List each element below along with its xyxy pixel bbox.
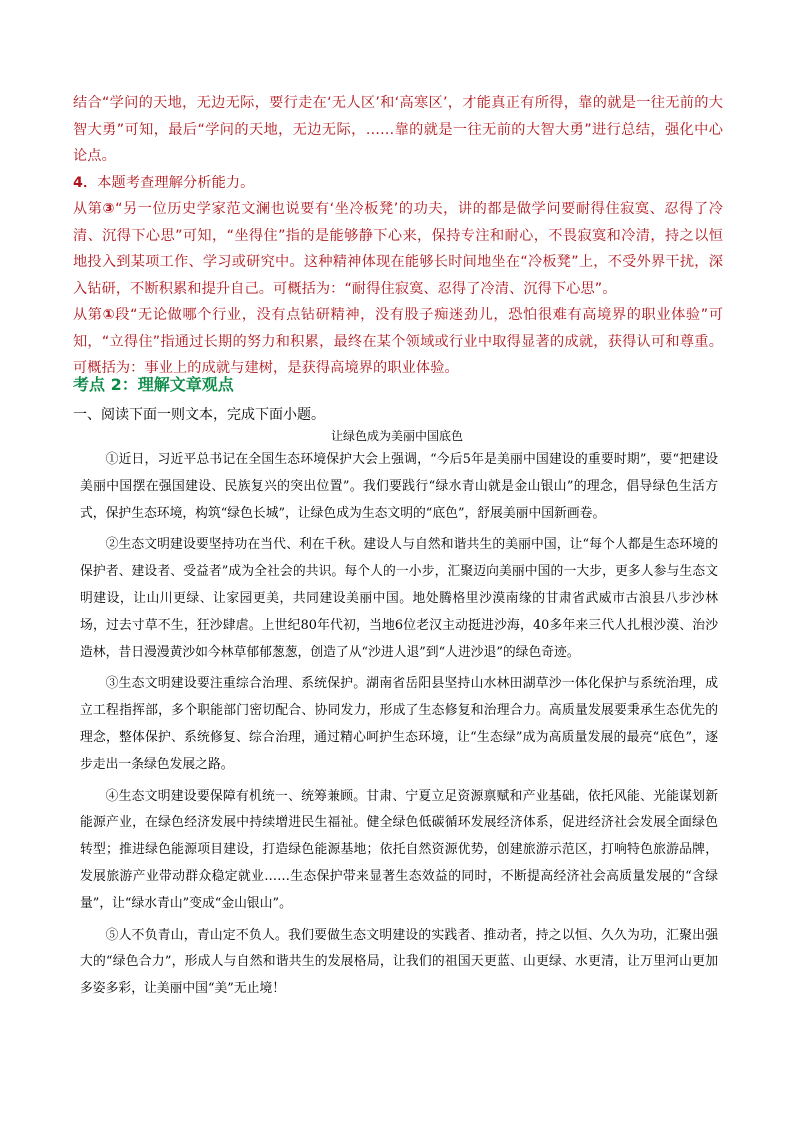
answer-explanation	[73, 90, 723, 382]
answer-sit-text: “另一位历史学家范文澜也说要有‘坐冷板凳’的功夫，讲的都是做学问要耐得住寂寞、忍得了冷清、沉得下心思”可知，“坐得住”指的是能够静下心来，保持专注和耐心，不畏寂寞和冷清，持之以恒地投入到某项工作、学习或研究中。这种精神体现在能够长时间地坐在“冷板凳”上，不受外界干扰，深入钻研，不断积累和提升自己。可概括为：“耐得住寂寞、忍得了冷清、沉得下心思”。	[73, 201, 723, 297]
answer-paragraph-sit	[73, 196, 723, 302]
answer-prefix: 从第	[73, 201, 103, 217]
question-number: 4．	[73, 174, 98, 191]
question-intro: 一、阅读下面一则文本，完成下面小题。	[73, 407, 325, 423]
article-paragraph-3: ③生态文明建设要注重综合治理、系统保护。湖南省岳阳县坚持山水林田湖草沙一体化保护与系统治理，成立工程指挥部，多个职能部门密切配合、协同发力，形成了生态修复和治理合力。高质量发展要秉承生态优先的理念，整体保护、系统修复、综合治理，通过精心呵护生态环境，让“生态绿”成为高质量发展的最亮“底色”，逐步走出一条绿色发展之路。	[80, 676, 718, 772]
paragraph-ref-3: ③	[102, 201, 116, 217]
question-4-heading	[73, 170, 723, 197]
article-paragraph-5: ⑤人不负青山，青山定不负人。我们要做生态文明建设的实践者、推动者，持之以恒、久久为功，汇聚出强大的“绿色合力”，形成人与自然和谐共生的发展格局，让我们的祖国天更蓝、山更绿、水更清，让万里河山更加多姿多彩，让美丽中国“美”无止境！	[80, 927, 718, 997]
section-title: 考点 2：理解文章观点	[73, 375, 234, 394]
paragraph-ref-1: ①	[102, 307, 116, 323]
article-body	[80, 447, 718, 1008]
article-title: 让绿色成为美丽中国底色	[330, 429, 463, 443]
article-paragraph-1: ①近日，习近平总书记在全国生态环境保护大会上强调，“今后5年是美丽中国建设的重要时期”，要“把建设美丽中国摆在强国建设、民族复兴的突出位置”。我们要践行“绿水青山就是金山银山”的理念，倡导绿色生活方式，保护生态环境，构筑“绿色长城”，让绿色成为生态文明的“底色”，舒展美丽中国新画卷。	[80, 452, 718, 521]
question-4-text: 本题考查理解分析能力。	[97, 174, 255, 191]
answer-paragraph-stand	[73, 302, 723, 382]
article-paragraph-4: ④生态文明建设要保障有机统一、统筹兼顾。甘肃、宁夏立足资源禀赋和产业基础，依托风能、光能谋划新能源产业，在绿色经济发展中持续增进民生福祉。健全绿色低碳循环发展经济体系，促进经济社会发展全面绿色转型；推进绿色能源项目建设，打造绿色能源基地；依托自然资源优势，创建旅游示范区，打响特色旅游品牌，发展旅游产业带动群众稳定就业……生态保护带来显著生态效益的同时，不断提高经济社会高质量发展的“含绿量”，让“绿水青山”变成“金山银山”。	[80, 788, 718, 911]
answer-paragraph-conclusion: 结合“学问的天地，无边无际，要行走在‘无人区’和‘高寒区’，才能真正有所得，靠的就是一往无前的大智大勇”可知，最后“学问的天地，无边无际，……靠的就是一往无前的大智大勇”进行总结，强化中心论点。	[73, 95, 723, 164]
answer-prefix: 从第	[73, 307, 103, 323]
article-paragraph-2: ②生态文明建设要坚持功在当代、利在千秋。建设人与自然和谐共生的美丽中国，让“每个人都是生态环境的保护者、建设者、受益者”成为全社会的共识。每个人的一小步，汇聚迈向美丽中国的一大步，更多人参与生态文明建设，让山川更绿、让家园更美，共同建设美丽中国。地处腾格里沙漠南缘的甘肃省武威市古浪县八步沙林场，过去寸草不生，狂沙肆虐。上世纪80年代初，当地6位老汉主动挺进沙海，40多年来三代人扎根沙漠、治沙造林，昔日漫漫黄沙如今林草郁郁葱葱，创造了从“沙进人退”到“人进沙退”的绿色奇迹。	[80, 537, 718, 660]
answer-stand-text: 段“无论做哪个行业，没有点钻研精神，没有股子痴迷劲儿，恐怕很难有高境界的职业体验”可知，“立得住”指通过长期的努力和积累，最终在某个领域或行业中取得显著的成就，获得认可和尊重。可概括为：事业上的成就与建树，是获得高境界的职业体验。	[73, 307, 723, 376]
